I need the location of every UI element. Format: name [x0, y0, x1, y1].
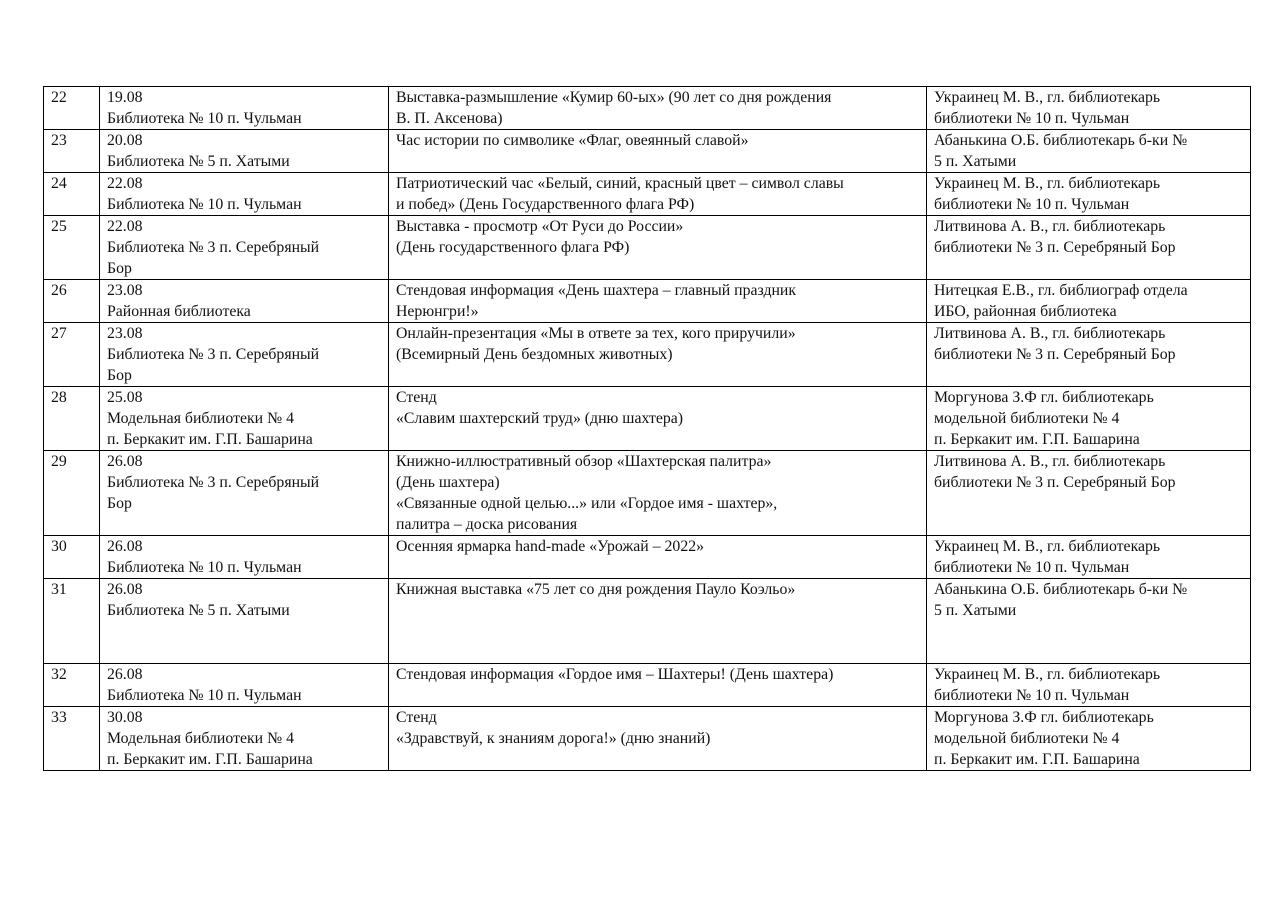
event-place: Библиотека № 3 п. Серебряный Бор	[107, 474, 320, 512]
responsible-cell: Литвинова А. В., гл. библиотекарь библиотеки № 3 п. Серебряный Бор	[927, 216, 1251, 280]
table-row	[44, 87, 1251, 130]
event-cell: Выставка-размышление «Кумир 60-ых» (90 лет со дня рождения В. П. Аксенова)	[389, 87, 927, 130]
event-cell: Стенд «Здравствуй, к знаниям дорога!» (дню знаний)	[389, 707, 927, 771]
event-date: 30.08	[107, 709, 143, 726]
row-number: 28	[44, 387, 100, 451]
date-place-cell	[100, 130, 389, 173]
event-place: Библиотека № 10 п. Чульман	[107, 687, 302, 704]
responsible-cell: Украинец М. В., гл. библиотекарь библиотеки № 10 п. Чульман	[927, 536, 1251, 579]
event-date: 26.08	[107, 666, 143, 683]
event-cell: Книжная выставка «75 лет со дня рождения Пауло Коэльо»	[389, 579, 927, 664]
row-number: 33	[44, 707, 100, 771]
responsible-cell: Украинец М. В., гл. библиотекарь библиотеки № 10 п. Чульман	[927, 664, 1251, 707]
table-row	[44, 451, 1251, 536]
responsible-cell: Моргунова З.Ф гл. библиотекарь модельной библиотеки № 4 п. Беркакит им. Г.П. Башарина	[927, 387, 1251, 451]
date-place-cell	[100, 173, 389, 216]
responsible-cell: Нитецкая Е.В., гл. библиограф отдела ИБО, районная библиотека	[927, 280, 1251, 323]
responsible-cell: Литвинова А. В., гл. библиотекарь библиотеки № 3 п. Серебряный Бор	[927, 323, 1251, 387]
event-place: Библиотека № 10 п. Чульман	[107, 110, 302, 127]
event-cell: Час истории по символике «Флаг, овеянный славой»	[389, 130, 927, 173]
event-cell: Стендовая информация «День шахтера – главный праздник Нерюнгри!»	[389, 280, 927, 323]
row-number: 23	[44, 130, 100, 173]
table-row	[44, 536, 1251, 579]
responsible-cell: Украинец М. В., гл. библиотекарь библиотеки № 10 п. Чульман	[927, 87, 1251, 130]
document-page	[43, 86, 1251, 771]
event-cell: Стендовая информация «Гордое имя – Шахтеры! (День шахтера)	[389, 664, 927, 707]
event-date: 25.08	[107, 389, 143, 406]
table-row	[44, 216, 1251, 280]
event-place: Библиотека № 5 п. Хатыми	[107, 153, 290, 170]
event-place: Библиотека № 10 п. Чульман	[107, 559, 302, 576]
date-place-cell	[100, 280, 389, 323]
event-cell: Патриотический час «Белый, синий, красный цвет – символ славы и побед» (День Государственного флага РФ)	[389, 173, 927, 216]
event-date: 22.08	[107, 175, 143, 192]
event-place: Районная библиотека	[107, 303, 251, 320]
date-place-cell	[100, 216, 389, 280]
event-date: 23.08	[107, 325, 143, 342]
row-number: 26	[44, 280, 100, 323]
events-table	[43, 86, 1251, 771]
row-number: 22	[44, 87, 100, 130]
event-date: 26.08	[107, 453, 143, 470]
event-place: Библиотека № 3 п. Серебряный Бор	[107, 239, 320, 277]
event-cell: Стенд «Славим шахтерский труд» (дню шахтера)	[389, 387, 927, 451]
event-place: Библиотека № 5 п. Хатыми	[107, 602, 290, 619]
row-number: 27	[44, 323, 100, 387]
event-place: Модельная библиотеки № 4 п. Беркакит им. Г.П. Башарина	[107, 410, 313, 448]
row-number: 32	[44, 664, 100, 707]
table-row	[44, 130, 1251, 173]
event-place: Модельная библиотеки № 4 п. Беркакит им. Г.П. Башарина	[107, 730, 313, 768]
event-date: 20.08	[107, 132, 143, 149]
row-number: 31	[44, 579, 100, 664]
table-row	[44, 707, 1251, 771]
event-cell: Онлайн-презентация «Мы в ответе за тех, кого приручили» (Всемирный День бездомных животных)	[389, 323, 927, 387]
table-row	[44, 579, 1251, 664]
row-number: 29	[44, 451, 100, 536]
responsible-cell: Украинец М. В., гл. библиотекарь библиотеки № 10 п. Чульман	[927, 173, 1251, 216]
row-number: 24	[44, 173, 100, 216]
event-date: 19.08	[107, 89, 143, 106]
date-place-cell	[100, 579, 389, 664]
event-date: 26.08	[107, 581, 143, 598]
date-place-cell	[100, 536, 389, 579]
event-date: 22.08	[107, 218, 143, 235]
table-row	[44, 387, 1251, 451]
event-place: Библиотека № 3 п. Серебряный Бор	[107, 346, 320, 384]
responsible-cell: Литвинова А. В., гл. библиотекарь библиотеки № 3 п. Серебряный Бор	[927, 451, 1251, 536]
table-row	[44, 664, 1251, 707]
date-place-cell	[100, 707, 389, 771]
event-place: Библиотека № 10 п. Чульман	[107, 196, 302, 213]
event-date: 26.08	[107, 538, 143, 555]
date-place-cell	[100, 323, 389, 387]
table-row	[44, 173, 1251, 216]
table-row	[44, 323, 1251, 387]
event-date: 23.08	[107, 282, 143, 299]
event-cell: Выставка - просмотр «От Руси до России» (День государственного флага РФ)	[389, 216, 927, 280]
date-place-cell	[100, 664, 389, 707]
responsible-cell: Абанькина О.Б. библиотекарь б-ки № 5 п. Хатыми	[927, 130, 1251, 173]
event-cell: Осенняя ярмарка hand-made «Урожай – 2022»	[389, 536, 927, 579]
date-place-cell	[100, 451, 389, 536]
row-number: 30	[44, 536, 100, 579]
responsible-cell: Моргунова З.Ф гл. библиотекарь модельной библиотеки № 4 п. Беркакит им. Г.П. Башарина	[927, 707, 1251, 771]
table-row	[44, 280, 1251, 323]
date-place-cell	[100, 387, 389, 451]
row-number: 25	[44, 216, 100, 280]
event-cell: Книжно-иллюстративный обзор «Шахтерская палитра» (День шахтера) «Связанные одной целью...» или «Гордое имя - шахтер», палитра – доска рисования	[389, 451, 927, 536]
responsible-cell: Абанькина О.Б. библиотекарь б-ки № 5 п. Хатыми	[927, 579, 1251, 664]
date-place-cell	[100, 87, 389, 130]
